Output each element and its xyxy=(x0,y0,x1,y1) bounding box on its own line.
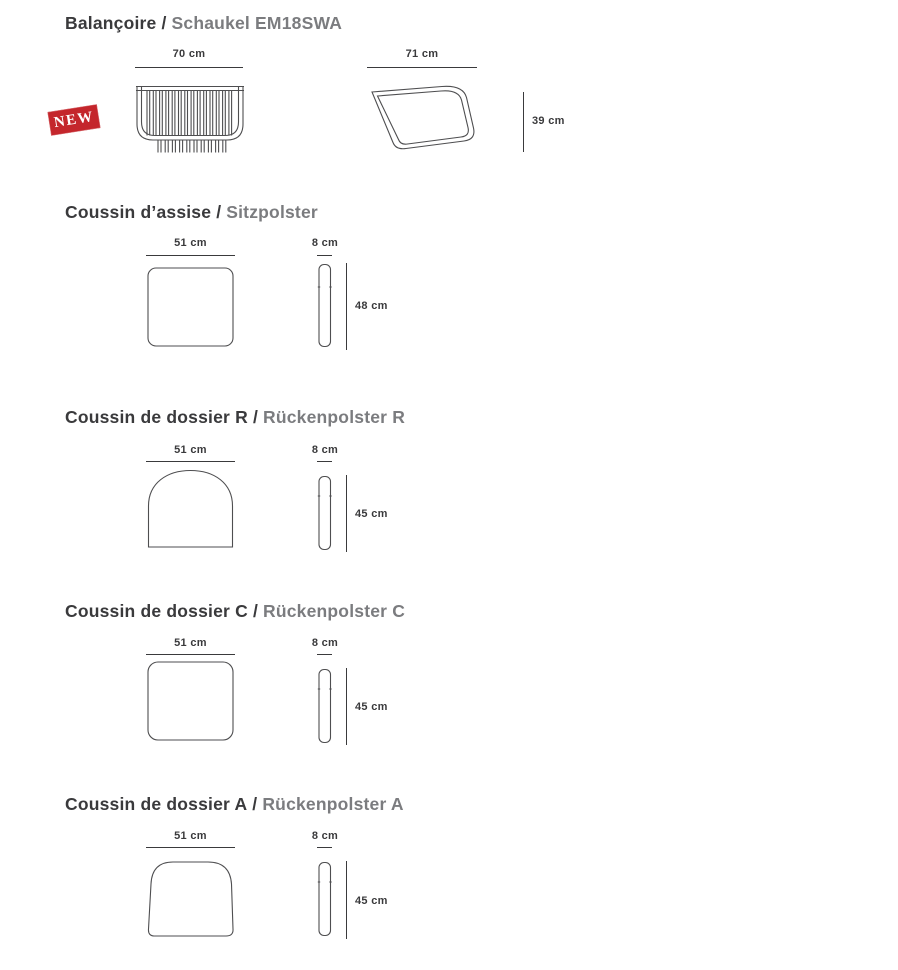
title-french: Coussin de dossier C xyxy=(65,601,248,621)
swing-side-view-drawing xyxy=(366,83,480,155)
title-german: Rückenpolster C xyxy=(263,601,406,621)
dimension-line-seat-depth xyxy=(317,255,332,256)
dimension-line-back-r-depth xyxy=(317,461,332,462)
dimension-label-seat-depth: 8 cm xyxy=(311,237,339,249)
title-german: Rückenpolster R xyxy=(263,407,406,427)
back-cushion-r-side-view-drawing xyxy=(317,475,333,551)
section-title-back-cushion-r xyxy=(65,407,405,428)
dimension-label-seat-width: 51 cm xyxy=(174,237,207,249)
dimension-line-back-r-height xyxy=(346,475,347,552)
section-title-back-cushion-c xyxy=(65,601,405,622)
swing-side-inner xyxy=(378,91,469,144)
seat-cushion-front-view-drawing xyxy=(146,266,235,348)
back-cushion-a-front-view-drawing xyxy=(146,858,235,940)
title-french: Coussin de dossier A xyxy=(65,794,248,814)
title-german: Sitzpolster xyxy=(226,202,318,222)
dimension-line-swing-side-width xyxy=(367,67,477,68)
dimension-label-back-a-width: 51 cm xyxy=(174,830,207,842)
dimension-line-seat-width xyxy=(146,255,235,256)
dimension-line-back-r-width xyxy=(146,461,235,462)
back-cushion-r-front-view-drawing xyxy=(146,468,235,549)
dimension-label-back-a-depth: 8 cm xyxy=(311,830,339,842)
dimension-label-back-r-height: 45 cm xyxy=(355,508,388,520)
title-french: Coussin de dossier R xyxy=(65,407,248,427)
dimension-line-back-c-height xyxy=(346,668,347,745)
section-title-back-cushion-a xyxy=(65,794,404,815)
dimension-label-swing-side-width: 71 cm xyxy=(405,48,439,60)
title-separator: / xyxy=(252,794,258,814)
dimension-label-swing-front-width: 70 cm xyxy=(172,48,206,60)
dimension-label-back-r-depth: 8 cm xyxy=(311,444,339,456)
dimension-line-swing-height xyxy=(523,92,524,152)
dimension-line-swing-front-width xyxy=(135,67,243,68)
title-separator: / xyxy=(216,202,222,222)
title-separator: / xyxy=(252,407,258,427)
new-badge: NEW xyxy=(47,104,100,136)
dimension-label-back-c-depth: 8 cm xyxy=(311,637,339,649)
swing-front-view-drawing xyxy=(134,84,246,154)
dimension-label-back-c-height: 45 cm xyxy=(355,701,388,713)
dimension-label-back-a-height: 45 cm xyxy=(355,895,388,907)
dimension-label-back-r-width: 51 cm xyxy=(174,444,207,456)
dimension-line-seat-height xyxy=(346,263,347,350)
title-french: Balançoire xyxy=(65,13,157,33)
swing-slat-stubs xyxy=(158,140,226,153)
back-cushion-c-side-view-drawing xyxy=(317,668,333,744)
title-separator: / xyxy=(161,13,167,33)
back-cushion-a-side-view-drawing xyxy=(317,861,333,937)
dimension-line-back-a-height xyxy=(346,861,347,939)
dimension-label-seat-height: 48 cm xyxy=(355,300,388,312)
title-german: Rückenpolster A xyxy=(262,794,404,814)
dimension-label-swing-height: 39 cm xyxy=(532,115,565,127)
swing-slats xyxy=(147,91,232,136)
dimension-line-back-c-width xyxy=(146,654,235,655)
title-separator: / xyxy=(252,601,258,621)
dimension-line-back-a-depth xyxy=(317,847,332,848)
dimension-line-back-c-depth xyxy=(317,654,332,655)
back-cushion-c-front-view-drawing xyxy=(146,660,235,742)
title-french: Coussin d’assise xyxy=(65,202,212,222)
swing-top-bar xyxy=(136,87,244,91)
section-title-swing xyxy=(65,13,342,34)
section-title-seat-cushion xyxy=(65,202,318,223)
seat-cushion-side-view-drawing xyxy=(317,263,333,348)
title-german: Schaukel EM18SWA xyxy=(171,13,343,33)
dimension-line-back-a-width xyxy=(146,847,235,848)
dimension-label-back-c-width: 51 cm xyxy=(174,637,207,649)
